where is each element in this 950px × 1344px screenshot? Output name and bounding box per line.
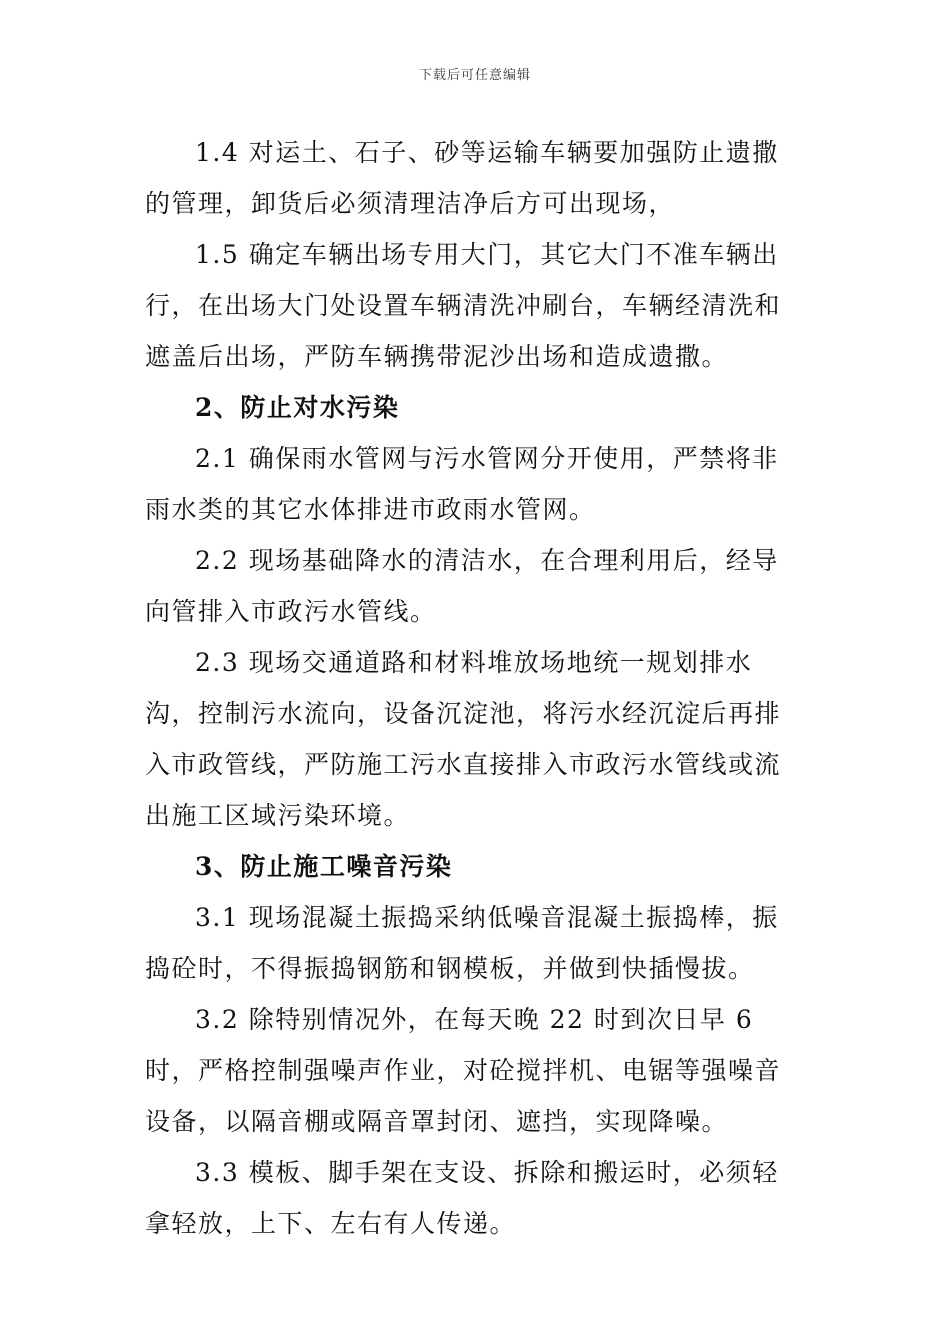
section-heading-3: 3、防止施工噪音污染	[195, 852, 453, 881]
paragraph-2-1: 2.1 确保雨水管网与污水管网分开使用，严禁将非雨水类的其它水体排进市政雨水管网。	[145, 444, 779, 524]
paragraph-3-1: 3.1 现场混凝土振捣采纳低噪音混凝土振捣棒，振捣砼时，不得振捣钢筋和钢模板，并做到快插慢拔。	[145, 903, 779, 983]
paragraph-1-5: 1.5 确定车辆出场专用大门，其它大门不准车辆出行，在出场大门处设置车辆清洗冲刷台，车辆经清洗和遮盖后出场，严防车辆携带泥沙出场和造成遗撒。	[145, 240, 782, 371]
paragraph-3-2: 3.2 除特别情况外，在每天晚 22 时到次日早 6 时，严格控制强噪声作业，对砼搅拌机、电锯等强噪音设备，以隔音棚或隔音罩封闭、遮挡，实现降噪。	[145, 1005, 782, 1136]
paragraph-1-4: 1.4 对运土、石子、砂等运输车辆要加强防止遗撒的管理，卸货后必须清理洁净后方可出现场，	[145, 138, 779, 218]
section-heading-2: 2、防止对水污染	[195, 393, 400, 422]
document-body	[145, 127, 805, 1249]
paragraph-3-3: 3.3 模板、脚手架在支设、拆除和搬运时，必须轻拿轻放，上下、左右有人传递。	[145, 1158, 779, 1238]
page-header: 下载后可任意编辑	[418, 68, 531, 83]
paragraph-2-3: 2.3 现场交通道路和材料堆放场地统一规划排水沟，控制污水流向，设备沉淀池，将污水经沉淀后再排入市政管线，严防施工污水直接排入市政污水管线或流出施工区域污染环境。	[145, 648, 782, 830]
paragraph-2-2: 2.2 现场基础降水的清洁水，在合理利用后，经导向管排入市政污水管线。	[145, 546, 779, 626]
